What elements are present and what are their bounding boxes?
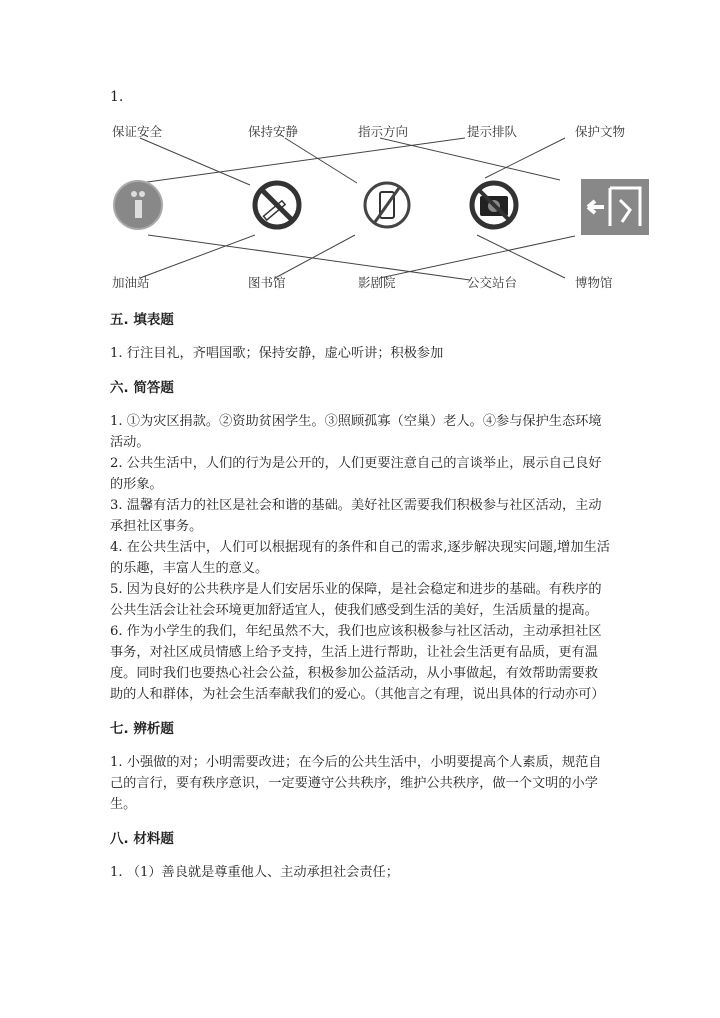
no-phone-icon (365, 183, 409, 227)
top-label: 保护文物 (575, 124, 626, 139)
bottom-label: 公交站台 (467, 275, 518, 290)
section-title: 五. 填表题 (110, 312, 174, 328)
section-fill-table (110, 310, 610, 364)
no-smoking-icon (255, 183, 299, 227)
answer-item: 1. （1）善良就是尊重他人、主动承担社会责任； (110, 865, 399, 880)
answer-item: 3. 温馨有活力的社区是社会和谐的基础。美好社区需要我们积极参与社区活动，主动承担社区事务。 (110, 498, 602, 534)
section-material (110, 829, 610, 883)
section-short-answer (110, 378, 610, 705)
section-analysis (110, 719, 610, 815)
question-number: 1. (110, 89, 124, 105)
top-label: 提示排队 (467, 124, 518, 139)
answer-item: 1. 小强做的对；小明需要改进；在今后的公共生活中，小明要提高个人素质，规范自己的言行，要有秩序意识，一定要遵守公共秩序，维护公共秩序，做一个文明的小学生。 (110, 755, 602, 812)
section-title: 八. 材料题 (110, 831, 174, 847)
answer-item: 6. 作为小学生的我们，年纪虽然不大，我们也应该积极参与社区活动，主动承担社区事务，对社区成员情感上给予支持，生活上进行帮助，让社会生活更有品质，更有温度。同时我们也要热心社会公益，积极参加公益活动，从小事做起，有效帮助需要救助的人和群体，为社会生活奉献我们的爱心。（其他言之有理，说出具体的行动亦可） (110, 624, 605, 702)
top-label: 指示方向 (358, 124, 409, 139)
bottom-label: 影剧院 (358, 275, 396, 290)
answer-content (110, 310, 610, 883)
answer-item: 2. 公共生活中，人们的行为是公开的，人们更要注意自己的言谈举止，展示自己良好的形象。 (110, 456, 602, 492)
top-label: 保持安静 (248, 124, 299, 139)
exit-sign-icon (581, 179, 649, 235)
answer-item: 4. 在公共生活中，人们可以根据现有的条件和自己的需求,逐步解决现实问题,增加生活的乐趣，丰富人生的意义。 (110, 540, 610, 576)
matching-diagram (0, 110, 720, 300)
section-title: 六. 简答题 (110, 380, 174, 396)
section-title: 七. 辨析题 (110, 721, 174, 737)
no-camera-icon (472, 183, 516, 227)
answer-item: 1. ①为灾区捐款。②资助贫困学生。③照顾孤寡（空巢）老人。④参与保护生态环境活动。 (110, 414, 602, 450)
info-icon (114, 181, 162, 229)
bottom-label: 加油站 (112, 275, 150, 290)
answer-item: 1. 行注目礼，齐唱国歌；保持安静，虚心听讲；积极参加 (110, 346, 444, 361)
bottom-label: 图书馆 (248, 275, 286, 290)
answer-item: 5. 因为良好的公共秩序是人们安居乐业的保障，是社会稳定和进步的基础。有秩序的公共生活会让社会环境更加舒适宜人，使我们感受到生活的美好，生活质量的提高。 (110, 582, 602, 618)
bottom-label: 博物馆 (575, 275, 613, 290)
top-label: 保证安全 (112, 124, 163, 139)
